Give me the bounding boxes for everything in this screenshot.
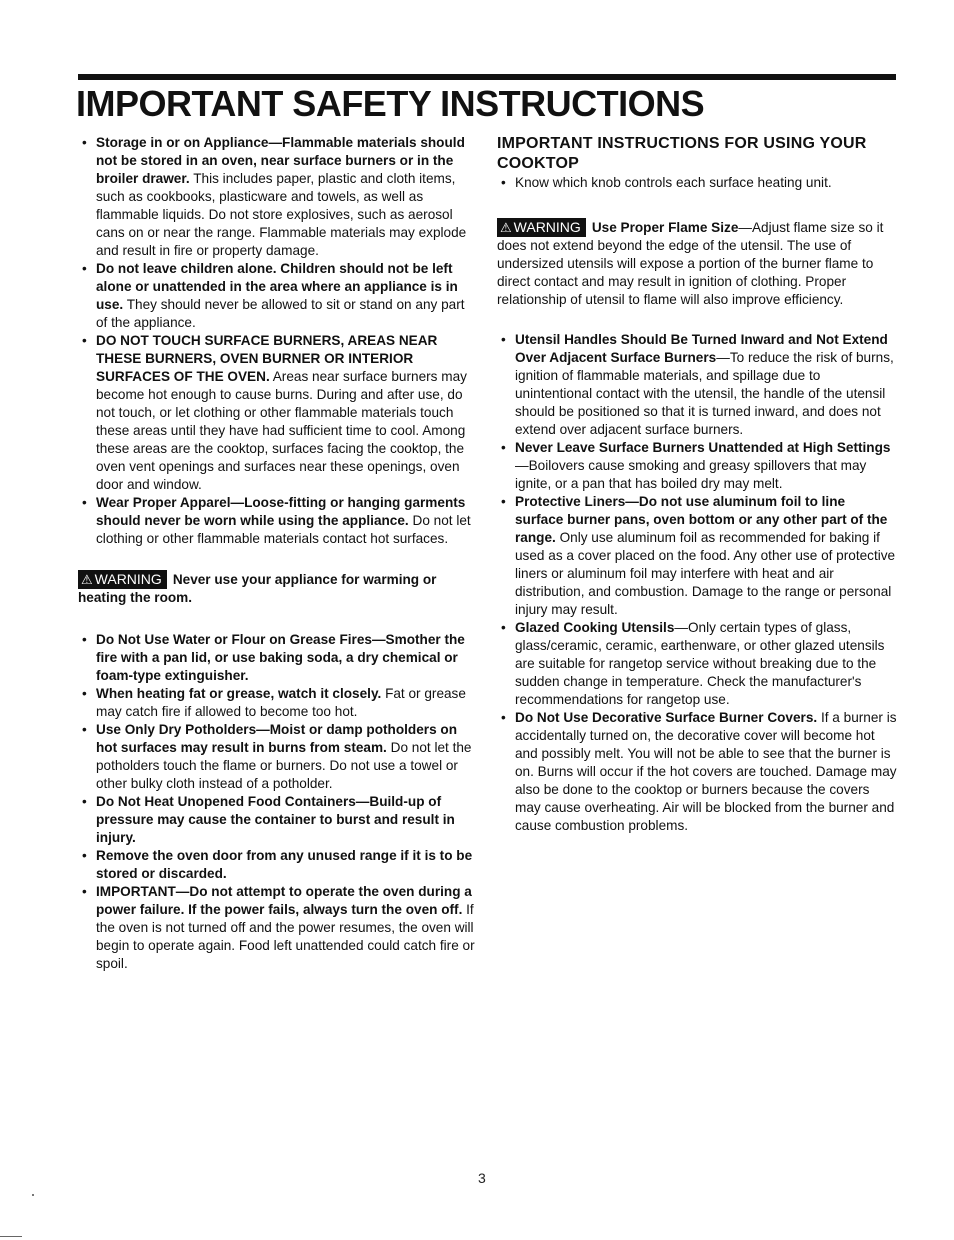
item-text: Know which knob controls each surface heating unit. [515, 175, 832, 190]
right-column [497, 134, 897, 835]
item-bold: Do Not Heat Unopened Food Containers—Build-up of pressure may cause the container to burst and result in injury. [96, 794, 455, 845]
item-text: If the oven is not turned off and the power resumes, the oven will begin to operate again. Food left unattended could catch fire or spoil. [96, 902, 475, 971]
page-title: IMPORTANT SAFETY INSTRUCTIONS [76, 83, 705, 124]
warning-bold: Use Proper Flame Size [591, 220, 739, 235]
safety-list-fire [78, 631, 478, 973]
list-item [497, 619, 897, 709]
left-column [78, 134, 478, 973]
list-item [497, 439, 897, 493]
item-bold: Protective Liners—Do not use aluminum foil to line surface burner pans, oven bottom or any other part of the range. [515, 494, 888, 545]
list-item [78, 685, 478, 721]
warning-badge [497, 218, 586, 237]
item-text: They should never be allowed to sit or stand on any part of the appliance. [96, 297, 465, 330]
warning-badge-label: WARNING [513, 219, 581, 235]
list-item [497, 709, 897, 835]
safety-list-storage [78, 134, 478, 548]
list-item [78, 631, 478, 685]
item-text: Only use aluminum foil as recommended for baking if used as a cover placed on the food. Any other use of protective liners or aluminum foil may interfere with heat and air distribution, and combustion. Damage to the range or personal injury may result. [515, 530, 896, 617]
item-bold: Use Only Dry Potholders—Moist or damp potholders on hot surfaces may result in burns from steam. [96, 722, 458, 755]
list-item [78, 494, 478, 548]
item-bold: DO NOT TOUCH SURFACE BURNERS, AREAS NEAR THESE BURNERS, OVEN BURNER OR INTERIOR SURFACES OF THE OVEN. [96, 333, 438, 384]
list-item [497, 493, 897, 619]
item-bold: Wear Proper Apparel—Loose-fitting or hanging garments should never be worn while using the appliance. [96, 495, 466, 528]
scan-artifact [32, 1194, 34, 1196]
list-item [497, 331, 897, 439]
warning-triangle-icon: ⚠ [500, 220, 512, 235]
item-bold: Do not leave children alone. Children should not be left alone or unattended in the area where an appliance is in use. [96, 261, 458, 312]
cooktop-list-intro [497, 174, 897, 192]
item-bold: Never Leave Surface Burners Unattended at High Settings [515, 440, 891, 455]
item-text: Fat or grease may catch fire if allowed to become too hot. [96, 686, 466, 719]
item-text: —Boilovers cause smoking and greasy spillovers that may ignite, or a pan that has boiled dry may melt. [515, 458, 867, 491]
item-bold: Storage in or on Appliance—Flammable materials should not be stored in an oven, near surface burners or in the broiler drawer. [96, 135, 465, 186]
list-item [497, 174, 897, 192]
list-item [78, 847, 478, 883]
warning-triangle-icon: ⚠ [81, 572, 93, 587]
item-text: Do not let the potholders touch the flame or burners. Do not use a towel or other bulky cloth instead of a potholder. [96, 740, 472, 791]
item-text: Areas near surface burners may become hot enough to cause burns. During and after use, do not touch, or let clothing or other flammable materials touch these areas until they have had sufficient time to cool. Among these areas are the cooktop, surfaces facing the cooktop, the oven vent openings and surfaces near these openings, oven door and window. [96, 369, 467, 492]
list-item [78, 721, 478, 793]
item-bold: IMPORTANT—Do not attempt to operate the oven during a power failure. If the power fails, always turn the oven off. [96, 884, 472, 917]
item-bold: Glazed Cooking Utensils [515, 620, 675, 635]
warning-badge [78, 570, 167, 589]
list-item [78, 793, 478, 847]
warning-text: —Adjust flame size so it does not extend beyond the edge of the utensil. The use of undersized utensils will expose a portion of the burner flame to direct contact and may result in ignition of clothing. Proper relationship of utensil to flame will also improve efficiency. [497, 220, 884, 307]
item-bold: When heating fat or grease, watch it closely. [96, 686, 382, 701]
warning-badge-label: WARNING [94, 571, 162, 587]
item-text: This includes paper, plastic and cloth items, such as cookbooks, plasticware and towels, as well as flammable liquids. Do not store explosives, such as aerosol cans on or near the range. Flammable materials may explode and result in fire or property damage. [96, 171, 467, 258]
item-text: —To reduce the risk of burns, ignition of flammable materials, and spillage due to unintentional contact with the utensil, the handle of the utensil should be positioned so that it is turned inward, and does not extend over adjacent surface burners. [515, 350, 894, 437]
section-heading: IMPORTANT INSTRUCTIONS FOR USING YOUR COOKTOP [497, 135, 867, 172]
list-item [78, 883, 478, 973]
item-bold: Do Not Use Water or Flour on Grease Fires—Smother the fire with a pan lid, or use baking soda, a dry chemical or foam-type extinguisher. [96, 632, 465, 683]
item-text: —Only certain types of glass, glass/ceramic, ceramic, earthenware, or other glazed utensils are suitable for rangetop service without breaking due to the sudden change in temperature. Check the manufacturer's recommendations for rangetop use. [515, 620, 885, 707]
item-text: Do not let clothing or other flammable materials contact hot surfaces. [96, 513, 471, 546]
cooktop-list [497, 331, 897, 835]
warning-room-heating [78, 570, 478, 607]
warning-flame-size [497, 218, 897, 309]
item-text: If a burner is accidentally turned on, the decorative cover will become hot and possibly melt. You will not be able to see that the burner is on. Burns will occur if the hot covers are touched. Damage may also be done to the cooktop or burners because the covers may cause overheating. Air will be blocked from the burner and cause combustion problems. [515, 710, 897, 833]
item-bold: Do Not Use Decorative Surface Burner Covers. [515, 710, 818, 725]
list-item [78, 332, 478, 494]
item-bold: Remove the oven door from any unused range if it is to be stored or discarded. [96, 848, 473, 881]
scan-artifact [0, 1236, 22, 1237]
item-bold: Utensil Handles Should Be Turned Inward and Not Extend Over Adjacent Surface Burners [515, 332, 888, 365]
header-rule [78, 74, 896, 80]
list-item [78, 134, 478, 260]
list-item [78, 260, 478, 332]
warning-text: Never use your appliance for warming or heating the room. [78, 572, 437, 605]
page-number: 3 [478, 1170, 486, 1186]
